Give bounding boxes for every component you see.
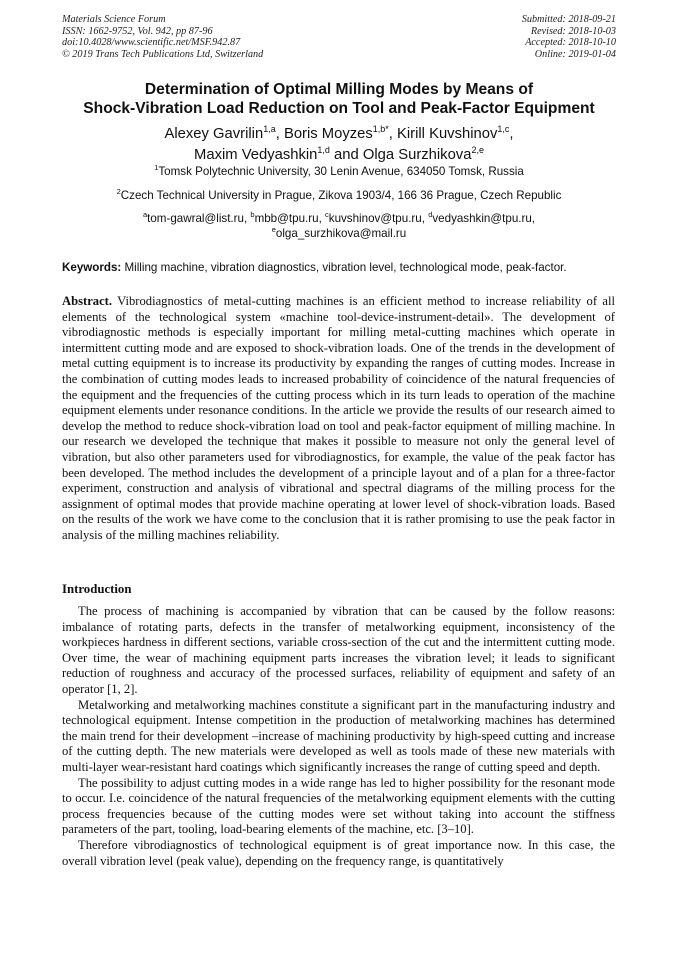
date-submitted: Submitted: 2018-09-21 [521, 14, 616, 25]
date-accepted: Accepted: 2018-10-10 [525, 37, 616, 49]
affiliation-2 [40, 189, 638, 203]
affiliation-text: Czech Technical University in Prague, Zikova 1903/4, 166 36 Prague, Czech Republic [120, 189, 562, 202]
email-address[interactable]: kuvshinov@tpu.ru [328, 212, 422, 225]
journal-header-left [62, 14, 263, 60]
author-line-2 [40, 145, 638, 166]
email-line-1 [40, 211, 638, 226]
paragraph: Metalworking and metalworking machines constitute a significant part in the manufacturing industry and technological equipment. Intense competition in the production of metalworking machines has determined the main trend for their development –increase of machining productivity by high-speed cutting and increase of the cutting depth. The new materials were developed as well as tools made of these new materials with multi-layer wear-resistant hard coatings which significantly increases the range of cutting speed and depth. [62, 697, 615, 774]
email-mark: c [325, 210, 329, 220]
author-affiliation-mark: 2,e [471, 145, 484, 156]
abstract-text: Vibrodiagnostics of metal-cutting machines is an efficient method to increase reliability of all elements of the technological system «machine tool-device-instrument-detail». The development of vibrodiagnostic methods is especially important for milling metal-cutting machines which operate in intermittent cutting mode and are exposed to shock-vibration loads. One of the trends in the development of metal cutting equipment is to increase its productivity by expanding the ranges of cutting modes. Increase in the combination of cutting modes leads to increased probability of coincidence of the natural frequencies of the equipment and the frequencies of the cutting process which in its turn leads to operation of the machine equipment elements under resonance conditions. In the article we provide the results of our research aimed to develop the method to reduce shock-vibration load on tool and peak-factor equipment of milling machine. In our research we developed the technique that makes it possible to measure not only the general level of vibration, but also other parameters used for vibrodiagnostics, for example, the value of the peak factor has been developed. The method includes the development of a principle layout and of a plan for a three-factor experiment, construction and analysis of vibrational and spectral diagrams of the milling process for the assignment of optimal modes that provide machine operating at lower level of shock-vibration loads. Based on the results of the work we have come to the conclusion that it is rather promising to use the peak factor in analysis of the milling machines reliability. [62, 294, 615, 542]
affiliation-mark: 1 [154, 163, 159, 173]
keywords-label: Keywords: [62, 261, 122, 274]
email-mark: a [142, 210, 148, 220]
paragraph: The process of machining is accompanied by vibration that can be caused by the follow reasons: imbalance of rotating parts, defects in the transfer of metalworking equipment, inconsistency of the workpieces hardness in different sections, variable cross-section of the cut and the intermittent cutting mode. Over time, the wear of machining equipment parts increases the vibration level; it leads to significant reduction of roughness and accuracy of the processed surfaces, reliability of equipment and safety of an operator [1, 2]. [62, 604, 615, 696]
paper-title [40, 80, 638, 118]
keywords-text: Milling machine, vibration diagnostics, vibration level, technological mode, peak-factor. [121, 261, 567, 274]
email-address[interactable]: tom-gawral@list.ru [147, 212, 244, 225]
author-affiliation-mark: 1,d [317, 145, 330, 156]
author-affiliation-mark: 1,a [263, 124, 276, 135]
abstract-label: Abstract. [62, 294, 113, 308]
author-separator: and [329, 147, 363, 163]
author-separator: , [275, 126, 284, 142]
title-line-2: Shock-Vibration Load Reduction on Tool and Peak-Factor Equipment [83, 100, 595, 117]
title-line-1: Determination of Optimal Milling Modes by Means of [144, 81, 534, 98]
email-separator: , [421, 212, 429, 225]
paragraph: Therefore vibrodiagnostics of technological equipment is of great importance now. In this case, the overall vibration level (peak value), depending on the frequency range, is quantitatively [62, 837, 615, 868]
journal-copyright: © 2019 Trans Tech Publications Ltd, Switzerland [62, 48, 264, 60]
author-name: Alexey Gavrilin [164, 126, 264, 142]
author-name: Olga Surzhikova [362, 147, 472, 163]
email-address[interactable]: olga_surzhikova@mail.ru [275, 227, 407, 240]
affiliation-mark: 2 [116, 187, 121, 197]
journal-issn: ISSN: 1662-9752, Vol. 942, pp 87-96 [62, 25, 213, 37]
journal-name: Materials Science Forum [62, 14, 166, 25]
author-name: Maxim Vedyashkin [194, 147, 318, 163]
affiliation-1 [40, 165, 638, 179]
email-separator: , [531, 212, 536, 225]
author-name: Kirill Kuvshinov [397, 126, 498, 142]
email-address[interactable]: vedyashkin@tpu.ru [432, 212, 532, 225]
email-list [40, 211, 638, 241]
author-separator: , [509, 126, 514, 142]
abstract [62, 294, 615, 544]
keywords [62, 260, 616, 275]
introduction-body [62, 604, 615, 869]
email-address[interactable]: mbb@tpu.ru [254, 212, 319, 225]
email-line-2 [40, 226, 638, 241]
author-affiliation-mark: 1,c [497, 124, 510, 135]
email-mark: d [428, 210, 433, 220]
date-revised: Revised: 2018-10-03 [530, 25, 616, 37]
section-heading-introduction: Introduction [62, 582, 132, 596]
journal-doi: doi:10.4028/www.scientific.net/MSF.942.87 [62, 37, 241, 49]
email-mark: e [271, 225, 276, 235]
email-separator: , [318, 212, 326, 225]
author-separator: , [388, 126, 398, 142]
author-affiliation-mark: 1,b* [372, 124, 389, 135]
email-mark: b [250, 210, 255, 220]
date-online: Online: 2019-01-04 [534, 48, 616, 60]
affiliation-text: Tomsk Polytechnic University, 30 Lenin Avenue, 634050 Tomsk, Russia [158, 165, 524, 178]
author-line-1 [40, 124, 638, 145]
email-separator: , [243, 212, 251, 225]
paragraph: The possibility to adjust cutting modes in a wide range has led to higher possibility for the resonant mode to occur. I.e. coincidence of the natural frequencies of the metalworking equipment elements with the cutting process frequencies because of the cutting modes were set without taking into account the stiffness parameters of the part, tooling, load-bearing elements of the machine, etc. [3–10]. [62, 775, 615, 837]
author-name: Boris Moyzes [283, 126, 373, 142]
journal-header-right [522, 14, 616, 60]
author-list [40, 124, 638, 166]
